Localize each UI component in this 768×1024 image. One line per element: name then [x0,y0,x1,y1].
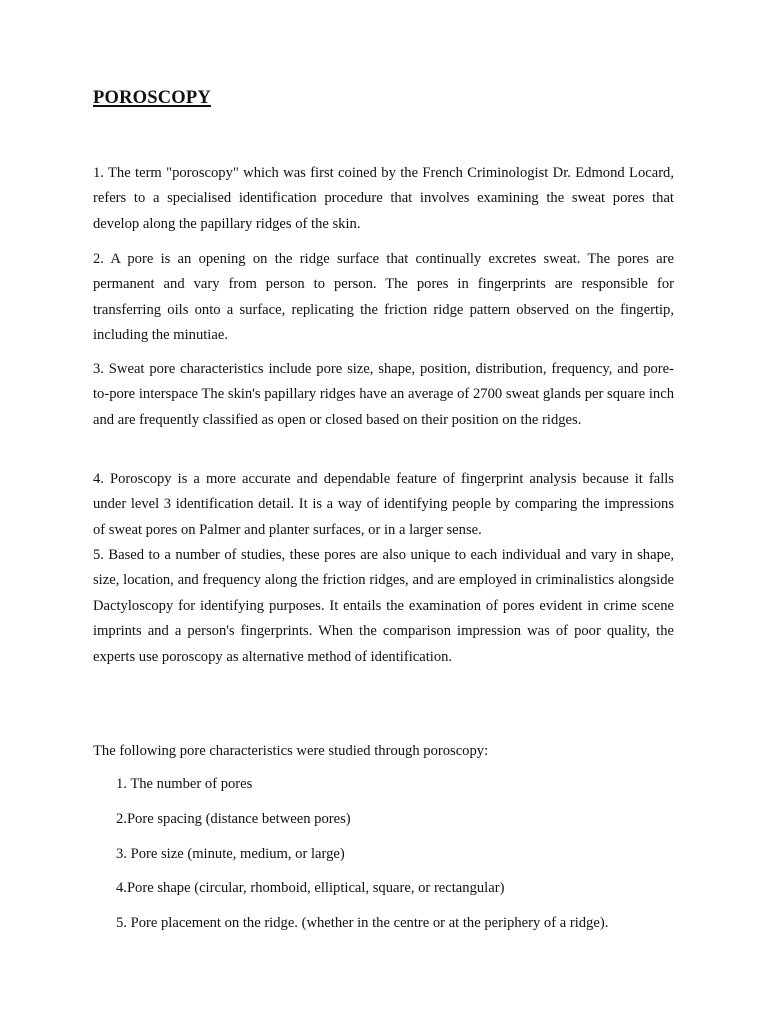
paragraph-4: 4. Poroscopy is a more accurate and dependable feature of fingerprint analysis because it falls under level 3 identification detail. It is a way of identifying people by comparing the impressions of sweat pores on Palmer and planter surfaces, or in a larger sense. [93,471,674,538]
paragraph-3: 3. Sweat pore characteristics include pore size, shape, position, distribution, frequency, and pore-to-pore interspace The skin's papillary ridges have an average of 2700 sweat glands per square inch and are frequently classified as open or closed based on their position on the ridges. [93,361,674,428]
paragraph-5: 5. Based to a number of studies, these pores are also unique to each individual and vary in shape, size, location, and frequency along the friction ridges, and are employed in criminalistics alongside Dactyloscopy for identifying purposes. It entails the examination of pores evident in crime scene imprints and a person's fingerprints. When the comparison impression was of poor quality, the experts use poroscopy as alternative method of identification. [93,547,674,665]
list-item: 3. Pore size (minute, medium, or large) [116,845,345,862]
pore-characteristics-list [116,772,608,946]
list-intro: The following pore characteristics were studied through poroscopy: [93,743,489,759]
paragraph-1: 1. The term "poroscopy" which was first coined by the French Criminologist Dr. Edmond Locard, refers to a specialised identification procedure that involves examining the sweat pores that develop along the papillary ridges of the skin. [93,165,674,232]
list-item: 2.Pore spacing (distance between pores) [116,810,351,827]
list-item: 4.Pore shape (circular, rhomboid, elliptical, square, or rectangular) [116,880,505,897]
document-title: POROSCOPY [93,88,211,108]
list-item: 1. The number of pores [116,776,253,792]
list-item: 5. Pore placement on the ridge. (whether in the centre or at the periphery of a ridge). [116,915,609,932]
paragraph-2: 2. A pore is an opening on the ridge surface that continually excretes sweat. The pores are permanent and vary from person to person. The pores in fingerprints are responsible for transferring oils onto a surface, replicating the friction ridge pattern observed on the fingertip, including the minutiae. [93,251,674,344]
